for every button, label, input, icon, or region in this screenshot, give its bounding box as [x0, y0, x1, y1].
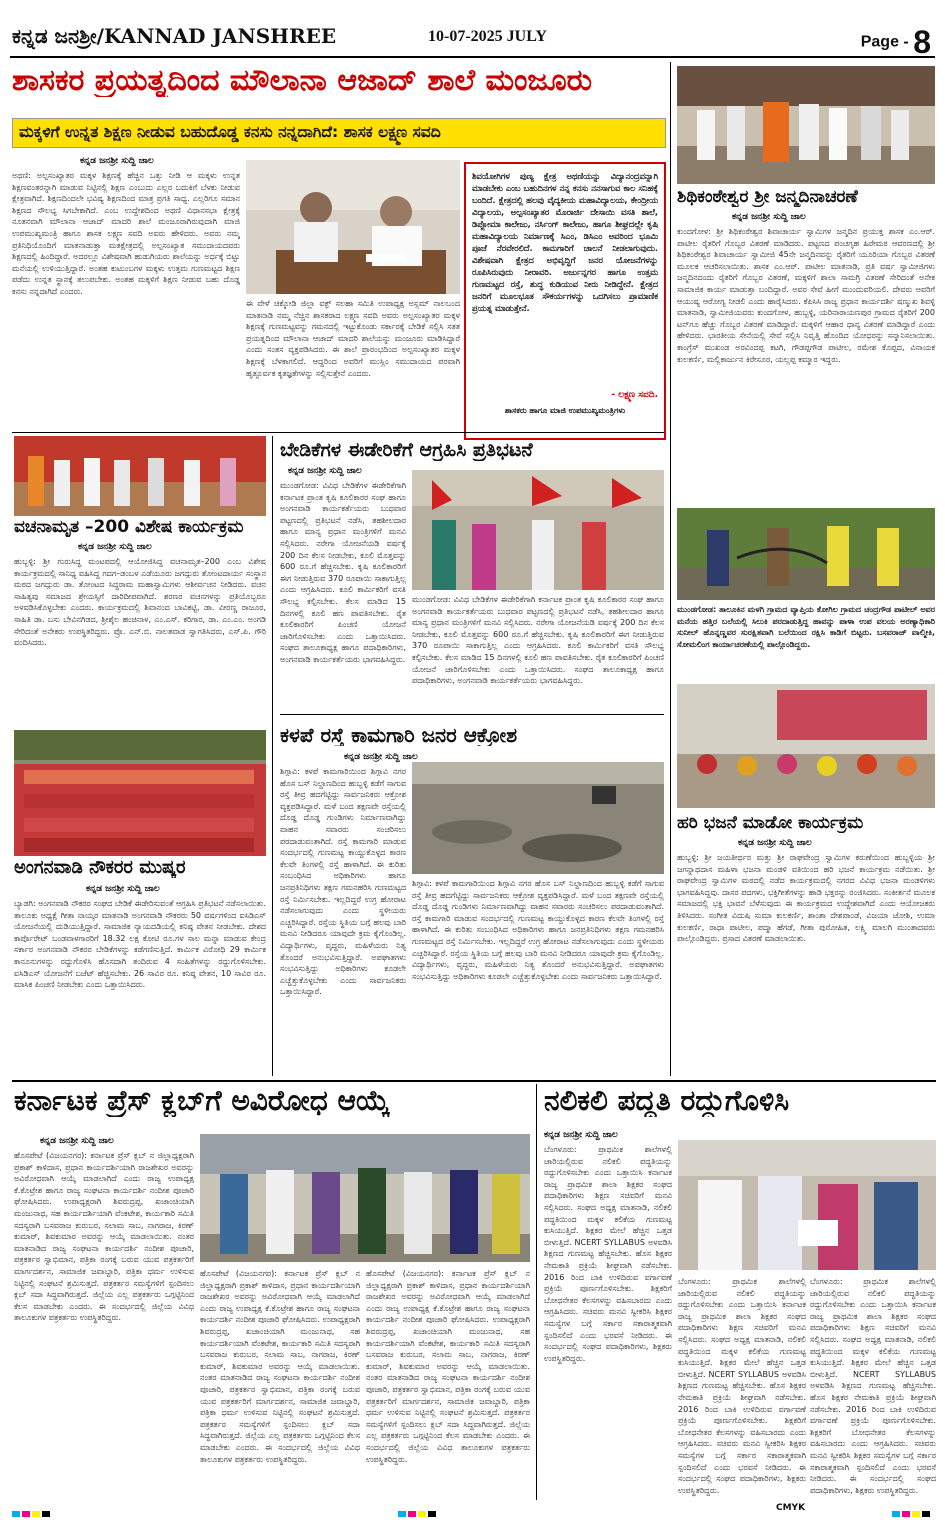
page-indicator [861, 24, 931, 61]
page-number: 8 [913, 24, 931, 60]
byline: ಕನ್ನಡ ಜನಶ್ರೀ ಸುದ್ದಿ ಜಾಲ [344, 752, 418, 762]
photo-bhajan-image [677, 684, 935, 808]
quote-author-role: ಶಾಸಕರು ಹಾಗೂ ಮಾಜಿ ಉಪಮುಖ್ಯಮಂತ್ರಿಗಳು [504, 406, 626, 415]
photo-press-club [200, 1134, 530, 1262]
photo-bhajan [677, 684, 935, 808]
photo-press-club-image [200, 1134, 530, 1262]
article-body-continued: ಹೊಸಪೇಟೆ (ವಿಜಯನಗರ): ಕರ್ನಾಟಕ ಪ್ರೆಸ್ ಕ್ಲಬ್ ನ ಜಿಲ್ಲಾಧ್ಯಕ್ಷರಾಗಿ ಪ್ರಕಾಶ್ ಕಾಳಿದಾಸ, ಪ್ರಧಾನ ಕಾರ್ಯದರ್ಶಿಯಾಗಿ ರಾಜಶೇಖರ ಅವರನ್ನು ಅವಿರೋಧವಾಗಿ ಆಯ್ಕೆ ಮಾಡಲಾಗಿದೆ ಎಂದು ರಾಜ್ಯ ಉಪಾಧ್ಯಕ್ಷ ಕೆ.ಕೊಟ್ರೇಶ ಹಾಗೂ ರಾಜ್ಯ ಸಂಘಟನಾ ಕಾರ್ಯದರ್ಶಿ ನಂದೀಶ ಪೂಜಾರಿ ಘೋಷಿಸಿದರು. ಉಪಾಧ್ಯಕ್ಷರಾಗಿ ಶಿವರುದ್ರಪ್ಪ, ಖಜಾಂಚಿಯಾಗಿ ಮಂಜುನಾಥ, ಸಹ ಕಾರ್ಯದರ್ಶಿಯಾಗಿ ವೆಂಕಟೇಶ, ಕಾರ್ಯಕಾರಿ ಸಮಿತಿ ಸದಸ್ಯರಾಗಿ ಬಸವರಾಜ ಕುರುಬರ, ಸಲಾಮ ಸಾಬ, ನಾಗರಾಜ, ಕಿರಣ್ ಕುಮಾರ್, ಶಿವಕುಮಾರ ಅವರನ್ನು ಆಯ್ಕೆ ಮಾಡಲಾಯಿತು. ನಂತರ ಮಾತನಾಡಿದ ರಾಜ್ಯ ಸಂಘಟನಾ ಕಾರ್ಯದರ್ಶಿ ನಂದೀಶ ಪೂಜಾರಿ, ಪತ್ರಕರ್ತರ ಸ್ವಾಭಿಮಾನ, ಪತ್ರಿಕಾ ರಂಗಕ್ಕೆ ಬರುವ ಯುವ ಪತ್ರಕರ್ತರಿಗೆ ಮಾರ್ಗದರ್ಶನ, ಸಾಮಾಜಿಕ ಜವಾಬ್ದಾರಿ, ಪತ್ರಿಕಾ ಧರ್ಮ ಉಳಿಸುವ ನಿಟ್ಟಿನಲ್ಲಿ ಸಂಘಟನೆ ಶ್ರಮಿಸುತ್ತದೆ. ಪತ್ರಕರ್ತರ ಸಮಸ್ಯೆಗಳಿಗೆ ಸ್ಪಂದಿಸಲು ಕ್ಲಬ್ ಸದಾ ಸಿದ್ಧವಾಗಿರುತ್ತದೆ. ಜಿಲ್ಲೆಯ ಎಲ್ಲ ಪತ್ರಕರ್ತರು ಒಗ್ಗಟ್ಟಿನಿಂದ ಕೆಲಸ ಮಾಡಬೇಕು ಎಂದರು. ಈ ಸಂದರ್ಭದಲ್ಲಿ ಜಿಲ್ಲೆಯ ವಿವಿಧ ತಾಲೂಕುಗಳ ಪತ್ರಕರ್ತರು ಉಪಸ್ಥಿತರಿದ್ದರು. [200, 1269, 360, 1464]
photo-snake-rescue [677, 508, 935, 600]
section-divider [12, 432, 664, 433]
photo-vachanamrutha-image [14, 436, 266, 516]
photo-nalikali-image [678, 1140, 936, 1270]
byline: ಕನ್ನಡ ಜನಶ್ರೀ ಸುದ್ದಿ ಜಾಲ [86, 884, 160, 894]
headline-press-club: ಕರ್ನಾಟಕ ಪ್ರೆಸ್ ಕ್ಲಬ್‌ಗೆ ಅವಿರೋಧ ಆಯ್ಕೆ [14, 1086, 390, 1117]
photo-meeting-image [246, 160, 460, 294]
article-body: ಹೊಸಪೇಟೆ (ವಿಜಯನಗರ): ಕರ್ನಾಟಕ ಪ್ರೆಸ್ ಕ್ಲಬ್ ನ ಜಿಲ್ಲಾಧ್ಯಕ್ಷರಾಗಿ ಪ್ರಕಾಶ್ ಕಾಳಿದಾಸ, ಪ್ರಧಾನ ಕಾರ್ಯದರ್ಶಿಯಾಗಿ ರಾಜಶೇಖರ ಅವರನ್ನು ಅವಿರೋಧವಾಗಿ ಆಯ್ಕೆ ಮಾಡಲಾಗಿದೆ ಎಂದು ರಾಜ್ಯ ಉಪಾಧ್ಯಕ್ಷ ಕೆ.ಕೊಟ್ರೇಶ ಹಾಗೂ ರಾಜ್ಯ ಸಂಘಟನಾ ಕಾರ್ಯದರ್ಶಿ ನಂದೀಶ ಪೂಜಾರಿ ಘೋಷಿಸಿದರು. ಉಪಾಧ್ಯಕ್ಷರಾಗಿ ಶಿವರುದ್ರಪ್ಪ, ಖಜಾಂಚಿಯಾಗಿ ಮಂಜುನಾಥ, ಸಹ ಕಾರ್ಯದರ್ಶಿಯಾಗಿ ವೆಂಕಟೇಶ, ಕಾರ್ಯಕಾರಿ ಸಮಿತಿ ಸದಸ್ಯರಾಗಿ ಬಸವರಾಜ ಕುರುಬರ, ಸಲಾಮ ಸಾಬ, ನಾಗರಾಜ, ಕಿರಣ್ ಕುಮಾರ್, ಶಿವಕುಮಾರ ಅವರನ್ನು ಆಯ್ಕೆ ಮಾಡಲಾಯಿತು. ನಂತರ ಮಾತನಾಡಿದ ರಾಜ್ಯ ಸಂಘಟನಾ ಕಾರ್ಯದರ್ಶಿ ನಂದೀಶ ಪೂಜಾರಿ, ಪತ್ರಕರ್ತರ ಸ್ವಾಭಿಮಾನ, ಪತ್ರಿಕಾ ರಂಗಕ್ಕೆ ಬರುವ ಯುವ ಪತ್ರಕರ್ತರಿಗೆ ಮಾರ್ಗದರ್ಶನ, ಸಾಮಾಜಿಕ ಜವಾಬ್ದಾರಿ, ಪತ್ರಿಕಾ ಧರ್ಮ ಉಳಿಸುವ ನಿಟ್ಟಿನಲ್ಲಿ ಸಂಘಟನೆ ಶ್ರಮಿಸುತ್ತದೆ. ಪತ್ರಕರ್ತರ ಸಮಸ್ಯೆಗಳಿಗೆ ಸ್ಪಂದಿಸಲು ಕ್ಲಬ್ ಸದಾ ಸಿದ್ಧವಾಗಿರುತ್ತದೆ. ಜಿಲ್ಲೆಯ ಎಲ್ಲ ಪತ್ರಕರ್ತರು ಒಗ್ಗಟ್ಟಿನಿಂದ ಕೆಲಸ ಮಾಡಬೇಕು ಎಂದರು. ಈ ಸಂದರ್ಭದಲ್ಲಿ ಜಿಲ್ಲೆಯ ವಿವಿಧ ತಾಲೂಕುಗಳ ಪತ್ರಕರ್ತರು ಉಪಸ್ಥಿತರಿದ್ದರು. [14, 1151, 194, 1323]
subhead-banner [12, 118, 666, 148]
photo-vachanamrutha [14, 436, 266, 516]
article-body: ಕುಂದಗೋಳ: ಶ್ರೀ ಶಿಥಿಕಂಠೇಶ್ವರ ಶಿವಾಚಾರ್ಯ ಸ್ವಾಮಿಗಳ ಜನ್ಮದಿನ ಪ್ರಯುಕ್ತ ಶಾಸಕ ಎಂ.ಆರ್. ಪಾಟೀಲ ರೈತರಿಗೆ ಗೊಬ್ಬರ ವಿತರಣೆ ಮಾಡಿದರು. ಪಟ್ಟಣದ ಪಂಚಗೃಹ ಹಿರೇಮಠ ಆವರಣದಲ್ಲಿ ಶ್ರೀ ಶಿಥಿಕಂಠೇಶ್ವರ ಶಿವಾಚಾರ್ಯ ಸ್ವಾಮೀಜಿ 45ನೇ ಜನ್ಮದಿನವನ್ನು ರೈತರಿಗೆ ಯೂರಿಯಾ ಗೊಬ್ಬರ ವಿತರಣೆ ಮೂಲಕ ಆಚರಿಸಲಾಯಿತು. ಶಾಸಕ ಎಂ.ಆರ್. ಪಾಟೀಲ ಮಾತನಾಡಿ, ಪ್ರತಿ ವರ್ಷ ಸ್ವಾಮೀಜಿಗಳು ಜನ್ಮದಿನದಂದು ರೈತರಿಗೆ ಗೊಬ್ಬರ ವಿತರಣೆ, ಮಕ್ಕಳಿಗೆ ಶಾಲಾ ಸಾಮಗ್ರಿ ವಿತರಣೆ ಸೇರಿದಂತೆ ಅನೇಕ ಸಾಮಾಜಿಕ ಕಾರ್ಯ ಮಾಡುತ್ತಾ ಬಂದಿದ್ದಾರೆ. ಅವರ ಸೇವೆ ಹೀಗೆ ಮುಂದುವರಿಯಲಿ. ದೇವರು ಅವರಿಗೆ ಆಯುಷ್ಯ ಆರೋಗ್ಯ ನೀಡಲಿ ಎಂದು ಹಾರೈಸಿದರು. ಕೆಪಿಸಿಸಿ ರಾಜ್ಯ ಪ್ರಧಾನ ಕಾರ್ಯದರ್ಶಿ ಷಣ್ಮುಖ ಶಿವಳ್ಳಿ ಮಾತನಾಡಿ, ಸ್ವಾಮೀಜಿಯವರು ಕುಂದಗೋಳ, ಹುಬ್ಬಳ್ಳಿ, ಯರಿನಾರಾಯಣಪುರ ಗ್ರಾಮದ ರೈತರಿಗೆ 200 ಟನ್‌ಗೂ ಹೆಚ್ಚು ಗೊಬ್ಬರ ವಿತರಣೆ ಮಾಡಿದ್ದಾರೆ. ಮಕ್ಕಳಿಗೆ ಆಹಾರ ಧಾನ್ಯ ವಿತರಣೆ ಮಾಡಿದ್ದಾರೆ ಎಂದು ಹೇಳಿದರು. ಭಾರತೀಯ ಸೇನೆಯಲ್ಲಿ ಸೇವೆ ಸಲ್ಲಿಸಿ ನಿವೃತ್ತಿ ಹೊಂದಿದ ಯೋಧರನ್ನು ಸನ್ಮಾನಿಸಲಾಯಿತು. ಕಾಂಗ್ರೆಸ್ ಮುಖಂಡ ಅರವಿಂದಪ್ಪ ಕಟಗಿ, ಗೌಡಪ್ಪಗೌಡ ಪಾಟೀಲ, ರಮೇಶ ಕೊಪ್ಪದ, ವಿನಾಯಕ ಕುಲಕರ್ಣಿ, ಮಲ್ಲಿಕಾರ್ಜುನ ಕಿರೇಸೂರ, ಯಲ್ಲಪ್ಪ ಕಮ್ಮಾರ ಇದ್ದರು. [677, 227, 935, 364]
photo-meeting [246, 160, 460, 294]
article-body: ಮುಂಡಗೋಡ: ವಿವಿಧ ಬೇಡಿಕೆಗಳ ಈಡೇರಿಕೆಗಾಗಿ ಕರ್ನಾಟಕ ಪ್ರಾಂತ ಕೃಷಿ ಕೂಲಿಕಾರರ ಸಂಘ ಹಾಗೂ ಅಂಗನವಾಡಿ ಕಾರ್ಯಕರ್ತೆಯರು ಬುಧವಾರ ಪಟ್ಟಣದಲ್ಲಿ ಪ್ರತಿಭಟನೆ ನಡೆಸಿ, ತಹಶೀಲದಾರ ಹಾಗೂ ಮಾನ್ಯ ಪ್ರಧಾನ ಮಂತ್ರಿಗಳಿಗೆ ಮನವಿ ಸಲ್ಲಿಸಿದರು. ನರೇಗಾ ಯೋಜನೆಯಡಿ ವರ್ಷಕ್ಕೆ 200 ದಿನ ಕೆಲಸ ನೀಡಬೇಕು, ಕೂಲಿ ಮೊತ್ತವನ್ನು 600 ರೂ.ಗೆ ಹೆಚ್ಚಿಸಬೇಕು. ಕೃಷಿ ಕೂಲಿಕಾರರಿಗೆ ಈಗ ನೀಡುತ್ತಿರುವ 370 ರೂಪಾಯಿ ಸಾಕಾಗುತ್ತಿಲ್ಲ ಎಂದು ಆಗ್ರಹಿಸಿದರು. ಕೂಲಿ ಕಾರ್ಮಿಕರಿಗೆ ವಸತಿ ಸೌಲಭ್ಯ ಕಲ್ಪಿಸಬೇಕು. ಕೆಲಸ ಮಾಡಿದ 15 ದಿನಗಳಲ್ಲಿ ಕೂಲಿ ಹಣ ಪಾವತಿಸಬೇಕು. ರೈತ ಕೂಲಿಕಾರರಿಗೆ ಪಿಂಚಣಿ ಯೋಜನೆ ಜಾರಿಗೊಳಿಸಬೇಕು ಎಂದು ಒತ್ತಾಯಿಸಿದರು. ಸಂಘದ ತಾಲೂಕಾಧ್ಯಕ್ಷ ಹಾಗೂ ಪದಾಧಿಕಾರಿಗಳು, ಅಂಗನವಾಡಿ ಕಾರ್ಯಕರ್ತೆಯರು ಭಾಗವಹಿಸಿದ್ದರು. [280, 481, 406, 664]
headline-protest: ಬೇಡಿಕೆಗಳ ಈಡೇರಿಕೆಗೆ ಆಗ್ರಹಿಸಿ ಪ್ರತಿಭಟನೆ [280, 440, 533, 461]
headline-bhajan: ಹರಿ ಭಜನೆ ಮಾಡೋ ಕಾರ್ಯಕ್ರಮ [677, 814, 864, 833]
article-body-continued: ಬೆಂಗಳೂರು: ಪ್ರಾಥಮಿಕ ಶಾಲೆಗಳಲ್ಲಿ ಜಾರಿಯಲ್ಲಿರುವ ನಲಿಕಲಿ ಪದ್ಧತಿಯನ್ನು ರದ್ದುಗೊಳಿಸಬೇಕು ಎಂದು ಒತ್ತಾಯಿಸಿ ಕರ್ನಾಟಕ ರಾಜ್ಯ ಪ್ರಾಥಮಿಕ ಶಾಲಾ ಶಿಕ್ಷಕರ ಸಂಘದ ಪದಾಧಿಕಾರಿಗಳು ಶಿಕ್ಷಣ ಸಚಿವರಿಗೆ ಮನವಿ ಸಲ್ಲಿಸಿದರು. ಸಂಘದ ಅಧ್ಯಕ್ಷ ಮಾತನಾಡಿ, ನಲಿಕಲಿ ಪದ್ಧತಿಯಿಂದ ಮಕ್ಕಳ ಕಲಿಕೆಯ ಗುಣಮಟ್ಟ ಕುಸಿಯುತ್ತಿದೆ. ಶಿಕ್ಷಕರ ಮೇಲೆ ಹೆಚ್ಚಿನ ಒತ್ತಡ ಬೀಳುತ್ತಿದೆ. NCERT SYLLABUS ಅಳವಡಿಸಿ ಶಿಕ್ಷಣದ ಗುಣಮಟ್ಟ ಹೆಚ್ಚಿಸಬೇಕು. ಹೊಸ ಶಿಕ್ಷಕರ ನೇಮಕಾತಿ ಪ್ರಕ್ರಿಯೆ ಶೀಘ್ರವಾಗಿ ನಡೆಸಬೇಕು. 2016 ರಿಂದ ಬಾಕಿ ಉಳಿದಿರುವ ವರ್ಗಾವಣೆ ಪ್ರಕ್ರಿಯೆ ಪೂರ್ಣಗೊಳಿಸಬೇಕು. ಶಿಕ್ಷಕರಿಗೆ ಬೋಧನೇತರ ಕೆಲಸಗಳನ್ನು ವಹಿಸಬಾರದು ಎಂದು ಆಗ್ರಹಿಸಿದರು. ಸಚಿವರು ಮನವಿ ಸ್ವೀಕರಿಸಿ ಶಿಕ್ಷಕರ ಸಮಸ್ಯೆಗಳ ಬಗ್ಗೆ ಸರ್ಕಾರ ಸಕಾರಾತ್ಮಕವಾಗಿ ಸ್ಪಂದಿಸಲಿದೆ ಎಂದು ಭರವಸೆ ನೀಡಿದರು. ಈ ಸಂದರ್ಭದಲ್ಲಿ ಸಂಘದ ಪದಾಧಿಕಾರಿಗಳು, ಶಿಕ್ಷಕರು ಉಪಸ್ಥಿತರಿದ್ದರು. [810, 1277, 936, 1495]
article-body: ಹುಬ್ಬಳ್ಳಿ: ಶ್ರೀ ಜಯತೀರ್ಥರ ಮತ್ತು ಶ್ರೀ ರಾಘವೇಂದ್ರ ಸ್ವಾಮಿಗಳ ಕರುಣೆಯಿಂದ ಹುಬ್ಬಳ್ಳಿಯ ಶ್ರೀ ಜಗನ್ನಾಥದಾಸ ಮಹಿಳಾ ಭಜನಾ ಮಂಡಳಿ ವತಿಯಿಂದ ಹರಿ ಭಜನೆ ಕಾರ್ಯಕ್ರಮ ನಡೆಯಿತು. ಶ್ರೀ ರಾಘವೇಂದ್ರ ಸ್ವಾಮಿಗಳ ಮಠದಲ್ಲಿ ನಡೆದ ಕಾರ್ಯಕ್ರಮದಲ್ಲಿ ನಗರದ ವಿವಿಧ ಭಜನಾ ಮಂಡಳಿಗಳು ಭಾಗವಹಿಸಿದ್ದವು. ದಾಸರ ಪದಗಳು, ಭಕ್ತಿಗೀತೆಗಳನ್ನು ಹಾಡಿ ಭಕ್ತರನ್ನು ರಂಜಿಸಿದರು. ಸಂಕೀರ್ತನೆ ಮೂಲಕ ಸಮಾಜದಲ್ಲಿ ಭಕ್ತಿ ಭಾವನೆ ಬೆಳೆಸುವುದು ಈ ಕಾರ್ಯಕ್ರಮದ ಉದ್ದೇಶವಾಗಿದೆ ಎಂದು ಆಯೋಜಕರು ತಿಳಿಸಿದರು. ಸಂಗೀತ ವಿದುಷಿ ಸುಮಾ ಕುಲಕರ್ಣಿ, ಶಾಂತಾ ದೇಶಪಾಂಡೆ, ವಿಜಯಾ ಜೋಶಿ, ಉಮಾ ಕುಲಕರ್ಣಿ, ರಾಧಾ ಪಾಟೀಲ, ಪದ್ಮಾ ಹೆಗಡೆ, ಗೀತಾ ಪುರೋಹಿತ, ಲಕ್ಷ್ಮಿ ಮಾಲಗಿ ಮುಂತಾದವರು ಪಾಲ್ಗೊಂಡಿದ್ದರು. ಪ್ರಸಾದ ವಿತರಣೆ ಮಾಡಲಾಯಿತು. [677, 853, 935, 944]
section-divider [12, 1080, 936, 1082]
quote-box [464, 162, 666, 440]
print-registration-marks [12, 1504, 936, 1514]
photo-anganwadi-image [14, 730, 266, 856]
photo-celebration [677, 66, 935, 184]
photo-protest [412, 470, 664, 590]
column-divider [536, 1084, 537, 1500]
section-divider [280, 714, 664, 715]
article-body: ಹುಬ್ಬಳ್ಳಿ: ಶ್ರೀ ಗುರುಸಿದ್ಧ ಮಂಟಪದಲ್ಲಿ ಆಯೋಜಿಸಿದ್ದ ವಚನಾಮೃತ–200 ಎಂಬ ವಿಶೇಷ ಕಾರ್ಯಕ್ರಮದಲ್ಲಿ ಸಾನಿಧ್ಯ ವಹಿಸಿದ್ದ ಗದಗ–ಡಂಬಳ ಎಡೆಯೂರು ಜಗದ್ಗುರು ತೋಂಟದಾರ್ಯ ಸಂಸ್ಥಾನ ಮಠದ ಜಗದ್ಗುರು ಡಾ. ತೋಂಟದ ಸಿದ್ಧರಾಮ ಮಹಾಸ್ವಾಮಿಗಳು ಆಶೀರ್ವಚನ ನೀಡಿದರು. ವಚನ ಸಾಹಿತ್ಯವು ಸಮಾಜದ ಶ್ರೇಯಸ್ಸಿಗೆ ದಾರಿದೀಪವಾಗಿದೆ. ಶರಣರ ವಚನಗಳನ್ನು ಪ್ರತಿಯೊಬ್ಬರೂ ಅಳವಡಿಸಿಕೊಳ್ಳಬೇಕು ಎಂದರು. ಕಾರ್ಯಕ್ರಮದಲ್ಲಿ ಶಿವಾನಂದ ಬಾವಿಕಟ್ಟಿ, ಡಾ. ವೀರಣ್ಣ ರಾಜೂರ, ಸಾಹಿತಿ ಡಾ. ಬಸು ಬೇವಿನಗಿಡದ, ಶ್ರೀಶೈಲ ಹಂಚಿನಾಳ, ಎಂ.ಎಸ್. ಕರಿಗಾರ, ಡಾ. ಎಂ.ಎಂ. ಅಂಗಡಿ ಸೇರಿದಂತೆ ಅನೇಕರು ಉಪಸ್ಥಿತರಿದ್ದರು. ಪ್ರೊ. ಎನ್.ಬಿ. ನಾಲತವಾಡ ಸ್ವಾಗತಿಸಿದರು, ಎಸ್.ಪಿ. ಗೌರಿ ವಂದಿಸಿದರು. [14, 557, 266, 648]
article-body-continued: ಈ ವೇಳೆ ಚಿಕ್ಕೋಡಿ ಜಿಲ್ಲಾ ವಕ್ಫ್ ಸಲಹಾ ಸಮಿತಿ ಉಪಾಧ್ಯಕ್ಷ ಅಸ್ಲಮ್ ನಾಲಬಂದ ಮಾತನಾಡಿ ನಮ್ಮ ನೆಚ್ಚಿನ ಶಾಸಕರಾದ ಲಕ್ಷ್ಮಣ ಸವದಿ ಅವರು ಅಲ್ಪಸಂಖ್ಯಾತರ ಮಕ್ಕಳ ಶಿಕ್ಷಣಕ್ಕೆ ಗುಣಮಟ್ಟವನ್ನು ಗಮನದಲ್ಲಿ ಇಟ್ಟುಕೊಂಡು ಸರ್ಕಾರಕ್ಕೆ ಬೇಡಿಕೆ ಸಲ್ಲಿಸಿ ಸತತ ಪ್ರಯತ್ನದಿಂದ ಮೌಲಾನಾ ಆಜಾದ್ ಮಾದರಿ ಶಾಲೆಯನ್ನು ಮಂಜೂರು ಮಾಡಿಸಿದ್ದಾರೆ ಎಂದು ಸಂತಸ ವ್ಯಕ್ತಪಡಿಸಿದರು. ಈ ಶಾಲೆ ಪ್ರಾರಂಭದಿಂದ ಅಲ್ಪಸಂಖ್ಯಾತರ ಮಕ್ಕಳ ಶಿಕ್ಷಣಕ್ಕೆ ಬೆಳಕಾಗಲಿದೆ. ಆದ್ದರಿಂದ ಅವರಿಗೆ ಮುಸ್ಲಿಂ ಸಮುದಾಯದ ಪರವಾಗಿ ಹೃತ್ಪೂರ್ವಕ ಕೃತಜ್ಞತೆಗಳನ್ನು ಸಲ್ಲಿಸುತ್ತೇನೆ ಎಂದರು. [246, 299, 460, 378]
headline-anganwadi: ಅಂಗನವಾಡಿ ನೌಕರರ ಮುಷ್ಕರ [14, 858, 186, 878]
byline: ಕನ್ನಡ ಜನಶ್ರೀ ಸುದ್ದಿ ಜಾಲ [738, 838, 812, 848]
photo-road [412, 762, 664, 874]
headline-azad-school: ಶಾಸಕರ ಪ್ರಯತ್ನದಿಂದ ಮೌಲಾನಾ ಆಜಾದ್ ಶಾಲೆ ಮಂಜೂರು [12, 64, 593, 97]
headline-vachanamrutha: ವಚನಾಮೃತ –200 ವಿಶೇಷ ಕಾರ್ಯಕ್ರಮ [14, 518, 244, 537]
article-body: ಶಿಗ್ಗಾವಿ: ಕಳಪೆ ಕಾಮಗಾರಿಯಿಂದ ಶಿಗ್ಗಾವಿ ನಗರ ಹೊಸ ಬಸ್ ನಿಲ್ದಾಣದಿಂದ ಹುಬ್ಬಳ್ಳಿ ಕಡೆಗೆ ಸಾಗುವ ರಸ್ತೆ ತೀವ್ರ ಹದಗೆಟ್ಟಿದ್ದು ಸಾರ್ವಜನಿಕರು ಆಕ್ರೋಶ ವ್ಯಕ್ತಪಡಿಸಿದ್ದಾರೆ. ಮಳೆ ಬಂದ ತಕ್ಷಣವೇ ರಸ್ತೆಯಲ್ಲಿ ದೊಡ್ಡ ದೊಡ್ಡ ಗುಂಡಿಗಳು ನಿರ್ಮಾಣವಾಗಿದ್ದು ವಾಹನ ಸವಾರರು ಸಂಚರಿಸಲು ಪರದಾಡುವಂತಾಗಿದೆ. ರಸ್ತೆ ಕಾಮಗಾರಿ ಮಾಡುವ ಸಂದರ್ಭದಲ್ಲಿ ಗುಣಮಟ್ಟ ಕಾಯ್ದುಕೊಳ್ಳದ ಕಾರಣ ಕೆಲವೇ ತಿಂಗಳಲ್ಲಿ ರಸ್ತೆ ಹಾಳಾಗಿದೆ. ಈ ಕುರಿತು ಸಂಬಂಧಿಸಿದ ಅಧಿಕಾರಿಗಳು ಹಾಗೂ ಜನಪ್ರತಿನಿಧಿಗಳು ತಕ್ಷಣ ಗಮನಹರಿಸಿ ಗುಣಮಟ್ಟದ ರಸ್ತೆ ನಿರ್ಮಿಸಬೇಕು. ಇಲ್ಲದಿದ್ದರೆ ಉಗ್ರ ಹೋರಾಟ ನಡೆಸಲಾಗುವುದು ಎಂದು ಸ್ಥಳೀಯರು ಎಚ್ಚರಿಸಿದ್ದಾರೆ. ರಸ್ತೆಯ ಸ್ಥಿತಿಯ ಬಗ್ಗೆ ಹಲವು ಬಾರಿ ಮನವಿ ನೀಡಿದರೂ ಯಾವುದೇ ಕ್ರಮ ಕೈಗೊಂಡಿಲ್ಲ. ವಿದ್ಯಾರ್ಥಿಗಳು, ವೃದ್ಧರು, ಮಹಿಳೆಯರು ನಿತ್ಯ ತೊಂದರೆ ಅನುಭವಿಸುತ್ತಿದ್ದಾರೆ. ಅಪಘಾತಗಳು ಸಂಭವಿಸುತ್ತಿದ್ದು ಅಧಿಕಾರಿಗಳು ಕೂಡಲೇ ಎಚ್ಚೆತ್ತುಕೊಳ್ಳಬೇಕು ಎಂದು ಸಾರ್ವಜನಿಕರು ಒತ್ತಾಯಿಸಿದ್ದಾರೆ. [280, 767, 406, 997]
headline-road: ಕಳಪೆ ರಸ್ತೆ ಕಾಮಗಾರಿ ಜನರ ಆಕ್ರೋಶ [280, 724, 518, 746]
page-label: Page - [860, 33, 909, 51]
article-body-continued: ಮುಂಡಗೋಡ: ವಿವಿಧ ಬೇಡಿಕೆಗಳ ಈಡೇರಿಕೆಗಾಗಿ ಕರ್ನಾಟಕ ಪ್ರಾಂತ ಕೃಷಿ ಕೂಲಿಕಾರರ ಸಂಘ ಹಾಗೂ ಅಂಗನವಾಡಿ ಕಾರ್ಯಕರ್ತೆಯರು ಬುಧವಾರ ಪಟ್ಟಣದಲ್ಲಿ ಪ್ರತಿಭಟನೆ ನಡೆಸಿ, ತಹಶೀಲದಾರ ಹಾಗೂ ಮಾನ್ಯ ಪ್ರಧಾನ ಮಂತ್ರಿಗಳಿಗೆ ಮನವಿ ಸಲ್ಲಿಸಿದರು. ನರೇಗಾ ಯೋಜನೆಯಡಿ ವರ್ಷಕ್ಕೆ 200 ದಿನ ಕೆಲಸ ನೀಡಬೇಕು, ಕೂಲಿ ಮೊತ್ತವನ್ನು 600 ರೂ.ಗೆ ಹೆಚ್ಚಿಸಬೇಕು. ಕೃಷಿ ಕೂಲಿಕಾರರಿಗೆ ಈಗ ನೀಡುತ್ತಿರುವ 370 ರೂಪಾಯಿ ಸಾಕಾಗುತ್ತಿಲ್ಲ ಎಂದು ಆಗ್ರಹಿಸಿದರು. ಕೂಲಿ ಕಾರ್ಮಿಕರಿಗೆ ವಸತಿ ಸೌಲಭ್ಯ ಕಲ್ಪಿಸಬೇಕು. ಕೆಲಸ ಮಾಡಿದ 15 ದಿನಗಳಲ್ಲಿ ಕೂಲಿ ಹಣ ಪಾವತಿಸಬೇಕು. ರೈತ ಕೂಲಿಕಾರರಿಗೆ ಪಿಂಚಣಿ ಯೋಜನೆ ಜಾರಿಗೊಳಿಸಬೇಕು ಎಂದು ಒತ್ತಾಯಿಸಿದರು. ಸಂಘದ ತಾಲೂಕಾಧ್ಯಕ್ಷ ಹಾಗೂ ಪದಾಧಿಕಾರಿಗಳು, ಅಂಗನವಾಡಿ ಕಾರ್ಯಕರ್ತೆಯರು ಭಾಗವಹಿಸಿದ್ದರು. [412, 595, 664, 686]
masthead [10, 6, 935, 58]
quote-author: - ಲಕ್ಷ್ಮಣ ಸವದಿ. [611, 390, 658, 400]
byline: ಕನ್ನಡ ಜನಶ್ರೀ ಸುದ್ದಿ ಜಾಲ [544, 1130, 618, 1140]
photo-caption: ಮುಂಡಗೋಡ: ತಾಲೂಕಿನ ಮಳಗಿ ಗ್ರಾಮದ ವ್ಯಾಪ್ತಿಯ ಕೋಗಿಲ ಗ್ರಾಮದ ಚಂದ್ರಗೌಡ ಪಾಟೀಲ್ ಅವರ ಮನೆಯ ಹತ್ತಿರ ಬಲೆಯಲ್ಲಿ ಸಿಲುಕಿ ಪರದಾಡುತ್ತಿದ್ದ ಹಾವನ್ನು ಪಾಳಾ ಉಪ ವಲಯ ಅರಣ್ಯಾಧಿಕಾರಿ ಸುನೀಲ್ ಹೊನ್ನಣ್ಣವರ ಸುರಕ್ಷಿತವಾಗಿ ಬಲೆಯಿಂದ ರಕ್ಷಿಸಿ ಕಾಡಿಗೆ ಬಿಟ್ಟರು. ಬಸವರಾಜ್ ವಾಲ್ಮೀಕಿ, ಸೋಮಲಿಂಗ ಕಾರ್ಯಾಚರಣೆಯಲ್ಲಿ ಪಾಲ್ಗೊಂಡಿದ್ದರು. [677, 605, 935, 649]
photo-anganwadi-protest [14, 730, 266, 856]
photo-road-image [412, 762, 664, 874]
photo-protest-image [412, 470, 664, 590]
subhead-text: ಮಕ್ಕಳಿಗೆ ಉನ್ನತ ಶಿಕ್ಷಣ ನೀಡುವ ಬಹುದೊಡ್ಡ ಕನಸು ನನ್ನದಾಗಿದೆ: ಶಾಸಕ ಲಕ್ಷ್ಮಣ ಸವದಿ [19, 123, 441, 141]
column-divider [670, 62, 671, 1076]
cmyk-label: CMYK [776, 1503, 806, 1513]
byline: ಕನ್ನಡ ಜನಶ್ರೀ ಸುದ್ದಿ ಜಾಲ [288, 466, 362, 476]
photo-celebration-image [677, 66, 935, 184]
masthead-title: ಕನ್ನಡ ಜನಶ್ರೀ/KANNAD JANSHREE [12, 24, 337, 48]
article-body: ಬೆಂಗಳೂರು: ಪ್ರಾಥಮಿಕ ಶಾಲೆಗಳಲ್ಲಿ ಜಾರಿಯಲ್ಲಿರುವ ನಲಿಕಲಿ ಪದ್ಧತಿಯನ್ನು ರದ್ದುಗೊಳಿಸಬೇಕು ಎಂದು ಒತ್ತಾಯಿಸಿ ಕರ್ನಾಟಕ ರಾಜ್ಯ ಪ್ರಾಥಮಿಕ ಶಾಲಾ ಶಿಕ್ಷಕರ ಸಂಘದ ಪದಾಧಿಕಾರಿಗಳು ಶಿಕ್ಷಣ ಸಚಿವರಿಗೆ ಮನವಿ ಸಲ್ಲಿಸಿದರು. ಸಂಘದ ಅಧ್ಯಕ್ಷ ಮಾತನಾಡಿ, ನಲಿಕಲಿ ಪದ್ಧತಿಯಿಂದ ಮಕ್ಕಳ ಕಲಿಕೆಯ ಗುಣಮಟ್ಟ ಕುಸಿಯುತ್ತಿದೆ. ಶಿಕ್ಷಕರ ಮೇಲೆ ಹೆಚ್ಚಿನ ಒತ್ತಡ ಬೀಳುತ್ತಿದೆ. NCERT SYLLABUS ಅಳವಡಿಸಿ ಶಿಕ್ಷಣದ ಗುಣಮಟ್ಟ ಹೆಚ್ಚಿಸಬೇಕು. ಹೊಸ ಶಿಕ್ಷಕರ ನೇಮಕಾತಿ ಪ್ರಕ್ರಿಯೆ ಶೀಘ್ರವಾಗಿ ನಡೆಸಬೇಕು. 2016 ರಿಂದ ಬಾಕಿ ಉಳಿದಿರುವ ವರ್ಗಾವಣೆ ಪ್ರಕ್ರಿಯೆ ಪೂರ್ಣಗೊಳಿಸಬೇಕು. ಶಿಕ್ಷಕರಿಗೆ ಬೋಧನೇತರ ಕೆಲಸಗಳನ್ನು ವಹಿಸಬಾರದು ಎಂದು ಆಗ್ರಹಿಸಿದರು. ಸಚಿವರು ಮನವಿ ಸ್ವೀಕರಿಸಿ ಶಿಕ್ಷಕರ ಸಮಸ್ಯೆಗಳ ಬಗ್ಗೆ ಸರ್ಕಾರ ಸಕಾರಾತ್ಮಕವಾಗಿ ಸ್ಪಂದಿಸಲಿದೆ ಎಂದು ಭರವಸೆ ನೀಡಿದರು. ಈ ಸಂದರ್ಭದಲ್ಲಿ ಸಂಘದ ಪದಾಧಿಕಾರಿಗಳು, ಶಿಕ್ಷಕರು ಉಪಸ್ಥಿತರಿದ್ದರು. [544, 1145, 672, 1363]
article-body-continued: ಹೊಸಪೇಟೆ (ವಿಜಯನಗರ): ಕರ್ನಾಟಕ ಪ್ರೆಸ್ ಕ್ಲಬ್ ನ ಜಿಲ್ಲಾಧ್ಯಕ್ಷರಾಗಿ ಪ್ರಕಾಶ್ ಕಾಳಿದಾಸ, ಪ್ರಧಾನ ಕಾರ್ಯದರ್ಶಿಯಾಗಿ ರಾಜಶೇಖರ ಅವರನ್ನು ಅವಿರೋಧವಾಗಿ ಆಯ್ಕೆ ಮಾಡಲಾಗಿದೆ ಎಂದು ರಾಜ್ಯ ಉಪಾಧ್ಯಕ್ಷ ಕೆ.ಕೊಟ್ರೇಶ ಹಾಗೂ ರಾಜ್ಯ ಸಂಘಟನಾ ಕಾರ್ಯದರ್ಶಿ ನಂದೀಶ ಪೂಜಾರಿ ಘೋಷಿಸಿದರು. ಉಪಾಧ್ಯಕ್ಷರಾಗಿ ಶಿವರುದ್ರಪ್ಪ, ಖಜಾಂಚಿಯಾಗಿ ಮಂಜುನಾಥ, ಸಹ ಕಾರ್ಯದರ್ಶಿಯಾಗಿ ವೆಂಕಟೇಶ, ಕಾರ್ಯಕಾರಿ ಸಮಿತಿ ಸದಸ್ಯರಾಗಿ ಬಸವರಾಜ ಕುರುಬರ, ಸಲಾಮ ಸಾಬ, ನಾಗರಾಜ, ಕಿರಣ್ ಕುಮಾರ್, ಶಿವಕುಮಾರ ಅವರನ್ನು ಆಯ್ಕೆ ಮಾಡಲಾಯಿತು. ನಂತರ ಮಾತನಾಡಿದ ರಾಜ್ಯ ಸಂಘಟನಾ ಕಾರ್ಯದರ್ಶಿ ನಂದೀಶ ಪೂಜಾರಿ, ಪತ್ರಕರ್ತರ ಸ್ವಾಭಿಮಾನ, ಪತ್ರಿಕಾ ರಂಗಕ್ಕೆ ಬರುವ ಯುವ ಪತ್ರಕರ್ತರಿಗೆ ಮಾರ್ಗದರ್ಶನ, ಸಾಮಾಜಿಕ ಜವಾಬ್ದಾರಿ, ಪತ್ರಿಕಾ ಧರ್ಮ ಉಳಿಸುವ ನಿಟ್ಟಿನಲ್ಲಿ ಸಂಘಟನೆ ಶ್ರಮಿಸುತ್ತದೆ. ಪತ್ರಕರ್ತರ ಸಮಸ್ಯೆಗಳಿಗೆ ಸ್ಪಂದಿಸಲು ಕ್ಲಬ್ ಸದಾ ಸಿದ್ಧವಾಗಿರುತ್ತದೆ. ಜಿಲ್ಲೆಯ ಎಲ್ಲ ಪತ್ರಕರ್ತರು ಒಗ್ಗಟ್ಟಿನಿಂದ ಕೆಲಸ ಮಾಡಬೇಕು ಎಂದರು. ಈ ಸಂದರ್ಭದಲ್ಲಿ ಜಿಲ್ಲೆಯ ವಿವಿಧ ತಾಲೂಕುಗಳ ಪತ್ರಕರ್ತರು ಉಪಸ್ಥಿತರಿದ್ದರು. [366, 1269, 530, 1464]
byline: ಕನ್ನಡ ಜನಶ್ರೀ ಸುದ್ದಿ ಜಾಲ [40, 1136, 114, 1146]
photo-snake-rescue-image [677, 508, 935, 600]
photo-nalikali [678, 1140, 936, 1270]
byline: ಕನ್ನಡ ಜನಶ್ರೀ ಸುದ್ದಿ ಜಾಲ [78, 542, 152, 552]
article-body: ಬ್ಯಾಡಗಿ: ಅಂಗನವಾಡಿ ನೌಕರರ ಸಂಘದ ಬೇಡಿಕೆ ಈಡೇರಿಸುವಂತೆ ಆಗ್ರಹಿಸಿ ಪ್ರತಿಭಟನೆ ನಡೆಸಲಾಯಿತು. ತಾಲೂಕು ಅಧ್ಯಕ್ಷೆ ಗೀತಾ ನಾಯ್ಕರ ಮಾತನಾಡಿ ಅಂಗನವಾಡಿ ನೌಕರರು 50 ವರ್ಷಗಳಿಂದ ಐಸಿಡಿಎಸ್ ಯೋಜನೆಯಲ್ಲಿ ದುಡಿಯುತ್ತಿದ್ದಾರೆ. ಸಾಮಾಜಿಕ ನ್ಯಾಯದಡಿಯಲ್ಲಿ ಕನಿಷ್ಠ ವೇತನ ನೀಡಬೇಕು. ದೇಶದ ಕಾರ್ಪೊರೇಟ್ ಬಂಡವಾಳಗಾರರಿಗೆ 18.32 ಲಕ್ಷ ಕೋಟಿ ರೂ.ಗಳ ಸಾಲ ಮನ್ನಾ ಮಾಡುವ ಕೇಂದ್ರ ಸರ್ಕಾರ ಅಂಗನವಾಡಿ ನೌಕರರ ಬೇಡಿಕೆಗಳನ್ನು ಕಡೆಗಣಿಸುತ್ತಿದೆ. ಕಾರ್ಮಿಕ ವಿರೋಧಿ 29 ಕಾರ್ಮಿಕ ಕಾನೂನುಗಳನ್ನು ರದ್ದುಗೊಳಿಸಿ ಹೊಸದಾಗಿ ತಂದಿರುವ 4 ಸಂಹಿತೆಗಳನ್ನು ರದ್ದುಗೊಳಿಸಬೇಕು. ಐಸಿಡಿಎಸ್ ಯೋಜನೆಗೆ ಬಜೆಟ್ ಹೆಚ್ಚಿಸಬೇಕು. 26 ಸಾವಿರ ರೂ. ಕನಿಷ್ಠ ವೇತನ, 10 ಸಾವಿರ ರೂ. ಮಾಸಿಕ ಪಿಂಚಣಿ ನೀಡಬೇಕು ಎಂದು ಒತ್ತಾಯಿಸಿದರು. [14, 899, 266, 990]
article-body-continued: ಶಿಗ್ಗಾವಿ: ಕಳಪೆ ಕಾಮಗಾರಿಯಿಂದ ಶಿಗ್ಗಾವಿ ನಗರ ಹೊಸ ಬಸ್ ನಿಲ್ದಾಣದಿಂದ ಹುಬ್ಬಳ್ಳಿ ಕಡೆಗೆ ಸಾಗುವ ರಸ್ತೆ ತೀವ್ರ ಹದಗೆಟ್ಟಿದ್ದು ಸಾರ್ವಜನಿಕರು ಆಕ್ರೋಶ ವ್ಯಕ್ತಪಡಿಸಿದ್ದಾರೆ. ಮಳೆ ಬಂದ ತಕ್ಷಣವೇ ರಸ್ತೆಯಲ್ಲಿ ದೊಡ್ಡ ದೊಡ್ಡ ಗುಂಡಿಗಳು ನಿರ್ಮಾಣವಾಗಿದ್ದು ವಾಹನ ಸವಾರರು ಸಂಚರಿಸಲು ಪರದಾಡುವಂತಾಗಿದೆ. ರಸ್ತೆ ಕಾಮಗಾರಿ ಮಾಡುವ ಸಂದರ್ಭದಲ್ಲಿ ಗುಣಮಟ್ಟ ಕಾಯ್ದುಕೊಳ್ಳದ ಕಾರಣ ಕೆಲವೇ ತಿಂಗಳಲ್ಲಿ ರಸ್ತೆ ಹಾಳಾಗಿದೆ. ಈ ಕುರಿತು ಸಂಬಂಧಿಸಿದ ಅಧಿಕಾರಿಗಳು ಹಾಗೂ ಜನಪ್ರತಿನಿಧಿಗಳು ತಕ್ಷಣ ಗಮನಹರಿಸಿ ಗುಣಮಟ್ಟದ ರಸ್ತೆ ನಿರ್ಮಿಸಬೇಕು. ಇಲ್ಲದಿದ್ದರೆ ಉಗ್ರ ಹೋರಾಟ ನಡೆಸಲಾಗುವುದು ಎಂದು ಸ್ಥಳೀಯರು ಎಚ್ಚರಿಸಿದ್ದಾರೆ. ರಸ್ತೆಯ ಸ್ಥಿತಿಯ ಬಗ್ಗೆ ಹಲವು ಬಾರಿ ಮನವಿ ನೀಡಿದರೂ ಯಾವುದೇ ಕ್ರಮ ಕೈಗೊಂಡಿಲ್ಲ. ವಿದ್ಯಾರ್ಥಿಗಳು, ವೃದ್ಧರು, ಮಹಿಳೆಯರು ನಿತ್ಯ ತೊಂದರೆ ಅನುಭವಿಸುತ್ತಿದ್ದಾರೆ. ಅಪಘಾತಗಳು ಸಂಭವಿಸುತ್ತಿದ್ದು ಅಧಿಕಾರಿಗಳು ಕೂಡಲೇ ಎಚ್ಚೆತ್ತುಕೊಳ್ಳಬೇಕು ಎಂದು ಸಾರ್ವಜನಿಕರು ಒತ್ತಾಯಿಸಿದ್ದಾರೆ. [412, 879, 664, 981]
byline: ಕನ್ನಡ ಜನಶ್ರೀ ಸುದ್ದಿ ಜಾಲ [732, 212, 806, 222]
masthead-date: 10-07-2025 JULY [428, 28, 547, 45]
quote-text: ಶಿವಯೋಗಿಗಳ ಪುಣ್ಯ ಕ್ಷೇತ್ರ ಅಥಣಿಯನ್ನು ವಿದ್ಯಾನಂದ್ರವನ್ನಾಗಿ ಮಾಡಬೇಕು ಎಂಬ ಬಹುದಿನಗಳ ನನ್ನ ಕನಸು ನನಸಾಗುವ ಕಾಲ ಸನಿಹಕ್ಕೆ ಬಂದಿದೆ. ಕ್ಷೇತ್ರದಲ್ಲಿ ಹಲವು ವೈದ್ಯಕೀಯ ಮಹಾವಿದ್ಯಾಲಯ, ಕೇಂದ್ರೀಯ ವಿದ್ಯಾಲಯ, ಅಲ್ಪಸಂಖ್ಯಾತರ ಮೊರಾರ್ಜಿ ದೇಸಾಯಿ ವಸತಿ ಶಾಲೆ, ಡಿಪ್ಲೋಮಾ ಕಾಲೇಜು, ನರ್ಸಿಂಗ್ ಕಾಲೇಜು, ಹಾಗೂ ಶೀಘ್ರದಲ್ಲೇ ಕೃಷಿ ಮಹಾವಿದ್ಯಾಲಯ ನಿರ್ಮಾಣಕ್ಕೆ ಸಿಎಂ, ಡಿಸಿಎಂ ಅವರಿಂದ ಭೂಮಿ ಪೂಜೆ ನೆರವೇರಲಿದೆ. ಕಾಮಗಾರಿಗೆ ಚಾಲನೆ ನೀಡಲಾಗುವುದು. ವಿಶೇಷವಾಗಿ ಕ್ಷೇತ್ರದ ಅಭಿವೃದ್ಧಿಗೆ ಜನರ ಯೋಜನೆಗಳನ್ನು ರೂಪಿಸಿರುವುದು ನೀರಾವರಿ. ಅರ್ಜುನ್ನಗರ ಹಾಗೂ ಉತ್ತಮ ಗುಣಮಟ್ಟದ ರಸ್ತೆ, ಶುದ್ಧ ಕುಡಿಯುವ ನೀರು ನೀಡಿದ್ದೇನೆ. ಕ್ಷೇತ್ರದ ಜನರಿಗೆ ಮೂಲಭೂತ ಸೌಕರ್ಯಗಳನ್ನು ಒದಗಿಸಲು ಪ್ರಾಮಾಣಿಕ ಪ್ರಯತ್ನ ಮಾಡುತ್ತೇನೆ. [472, 171, 658, 314]
headline-birthday: ಶಿಥಿಕಂಠೇಶ್ವರ ಶ್ರೀ ಜನ್ಮದಿನಾಚರಣೆ [677, 188, 858, 207]
article-body: ಅಥಣಿ: ಅಲ್ಪಸಂಖ್ಯಾತರ ಮಕ್ಕಳ ಶಿಕ್ಷಣಕ್ಕೆ ಹೆಚ್ಚಿನ ಒತ್ತು ನೀಡಿ ಆ ಮಕ್ಕಳು ಉನ್ನತ ಶಿಕ್ಷಣವಂತರನ್ನಾಗಿ ಮಾಡುವ ನಿಟ್ಟಿನಲ್ಲಿ ಶಿಕ್ಷಣ ಎಂಬುದು ಎಲ್ಲರ ಬದುಕಿಗೆ ಬೆಳಕು ನೀಡುವ ಕ್ಷೇತ್ರವಾಗಿದೆ. ಶಿಕ್ಷಣದಿಂದಲೇ ಭವಿಷ್ಯ ಶಿಕ್ಷಣದಿಂದ ಮಾತ್ರ ಪ್ರಗತಿ ಸಾಧ್ಯ. ಎಲ್ಲರಿಗೂ ಸಮಾನ ಶಿಕ್ಷಣದ ಸೌಲಭ್ಯ ಸಿಗಬೇಕಾಗಿದೆ. ಎಂಬ ಉದ್ದೇಶದಿಂದ ಅಥಣಿ ವಿಧಾನಸಭಾ ಕ್ಷೇತ್ರಕ್ಕೆ ನೂತನವಾಗಿ ಮೌಲಾನಾ ಆಜಾದ್ ಮಾದರಿ ಶಾಲೆ ಮಂಜೂರಾಗಿರುವುದಾಗಿ ಮಾಜಿ ಉಪಮುಖ್ಯಮಂತ್ರಿ ಹಾಗೂ ಶಾಸಕ ಲಕ್ಷ್ಮಣ ಸವದಿ ಅವರು ಹೇಳಿದರು. ಅವರು ನಮ್ಮ ಪ್ರತಿನಿಧಿಯೊಂದಿಗೆ ಮಾತನಾಡುತ್ತಾ ಮತಕ್ಷೇತ್ರದಲ್ಲಿ ಅಲ್ಪಸಂಖ್ಯಾತ ಸಮುದಾಯದವರು ಶಿಕ್ಷಣದಲ್ಲಿ ಹಿಂದಿದ್ದಾರೆ. ಅದರಲ್ಲೂ ವಿಶೇಷವಾಗಿ ಹುಡುಗಿಯರು ಶಾಲೆಯನ್ನು ಅರ್ಧಕ್ಕೆ ಬಿಟ್ಟು ಮನೆಯಲ್ಲಿ ಉಳಿಯುತ್ತಿದ್ದಾರೆ. ಅಂತಹ ಕುಟುಂಬಗಳ ಮಕ್ಕಳು ಉತ್ತಮ ಗುಣಮಟ್ಟದ ಶಿಕ್ಷಣ ಪಡೆದು ಉನ್ನತ ಸ್ಥಾನಕ್ಕೆ ತಲುಪಬೇಕು. ಅಂತಹ ಮಕ್ಕಳಿಗೆ ಶಿಕ್ಷಣ ನೀಡುವ ಬಹು ದೊಡ್ಡ ಕನಸು ನನ್ನದಾಗಿದೆ ಎಂದರು. [12, 171, 240, 296]
byline: ಕನ್ನಡ ಜನಶ್ರೀ ಸುದ್ದಿ ಜಾಲ [80, 156, 154, 166]
headline-nalikali: ನಲಿಕಲಿ ಪದ್ಧತಿ ರದ್ದುಗೊಳಿಸಿ [544, 1086, 790, 1117]
article-body-continued: ಬೆಂಗಳೂರು: ಪ್ರಾಥಮಿಕ ಶಾಲೆಗಳಲ್ಲಿ ಜಾರಿಯಲ್ಲಿರುವ ನಲಿಕಲಿ ಪದ್ಧತಿಯನ್ನು ರದ್ದುಗೊಳಿಸಬೇಕು ಎಂದು ಒತ್ತಾಯಿಸಿ ಕರ್ನಾಟಕ ರಾಜ್ಯ ಪ್ರಾಥಮಿಕ ಶಾಲಾ ಶಿಕ್ಷಕರ ಸಂಘದ ಪದಾಧಿಕಾರಿಗಳು ಶಿಕ್ಷಣ ಸಚಿವರಿಗೆ ಮನವಿ ಸಲ್ಲಿಸಿದರು. ಸಂಘದ ಅಧ್ಯಕ್ಷ ಮಾತನಾಡಿ, ನಲಿಕಲಿ ಪದ್ಧತಿಯಿಂದ ಮಕ್ಕಳ ಕಲಿಕೆಯ ಗುಣಮಟ್ಟ ಕುಸಿಯುತ್ತಿದೆ. ಶಿಕ್ಷಕರ ಮೇಲೆ ಹೆಚ್ಚಿನ ಒತ್ತಡ ಬೀಳುತ್ತಿದೆ. NCERT SYLLABUS ಅಳವಡಿಸಿ ಶಿಕ್ಷಣದ ಗುಣಮಟ್ಟ ಹೆಚ್ಚಿಸಬೇಕು. ಹೊಸ ಶಿಕ್ಷಕರ ನೇಮಕಾತಿ ಪ್ರಕ್ರಿಯೆ ಶೀಘ್ರವಾಗಿ ನಡೆಸಬೇಕು. 2016 ರಿಂದ ಬಾಕಿ ಉಳಿದಿರುವ ವರ್ಗಾವಣೆ ಪ್ರಕ್ರಿಯೆ ಪೂರ್ಣಗೊಳಿಸಬೇಕು. ಶಿಕ್ಷಕರಿಗೆ ಬೋಧನೇತರ ಕೆಲಸಗಳನ್ನು ವಹಿಸಬಾರದು ಎಂದು ಆಗ್ರಹಿಸಿದರು. ಸಚಿವರು ಮನವಿ ಸ್ವೀಕರಿಸಿ ಶಿಕ್ಷಕರ ಸಮಸ್ಯೆಗಳ ಬಗ್ಗೆ ಸರ್ಕಾರ ಸಕಾರಾತ್ಮಕವಾಗಿ ಸ್ಪಂದಿಸಲಿದೆ ಎಂದು ಭರವಸೆ ನೀಡಿದರು. ಈ ಸಂದರ್ಭದಲ್ಲಿ ಸಂಘದ ಪದಾಧಿಕಾರಿಗಳು, ಶಿಕ್ಷಕರು ಉಪಸ್ಥಿತರಿದ್ದರು. [678, 1277, 806, 1495]
column-divider [272, 436, 273, 1076]
